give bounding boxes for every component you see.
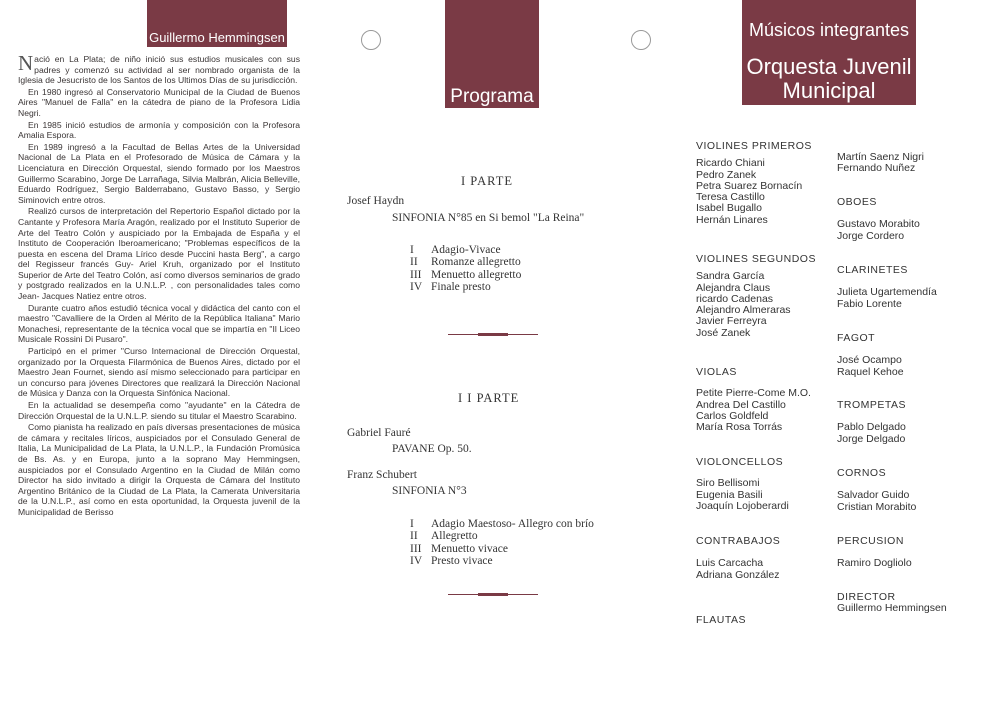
musician-name: José Zanek bbox=[696, 326, 751, 339]
orchestra-name-line2: Municipal bbox=[782, 78, 876, 103]
movement-title: Presto vivace bbox=[431, 554, 493, 567]
musician-name: Guillermo Hemmingsen bbox=[837, 602, 947, 615]
bio-heading: Guillermo Hemmingsen bbox=[149, 30, 285, 45]
section-trompetas bbox=[837, 400, 906, 445]
movement-number: II bbox=[410, 256, 418, 269]
musician-name: Petra Suarez Bornacín bbox=[696, 179, 803, 192]
name-list bbox=[837, 152, 924, 175]
musician-name: Isabel Bugallo bbox=[696, 202, 762, 215]
section-violines-continued bbox=[837, 152, 924, 175]
movement-number: I bbox=[410, 244, 414, 256]
bio-paragraph-1-rest: ació en La Plata; de niño inició sus estudios musicales con sus padres y comenzó su actividad al ser nombrado organista de la Iglesia de Jesucristo de los Santos de los Ultimos Días de su jurisdicción. bbox=[18, 54, 300, 86]
section-title: VIOLINES SEGUNDOS bbox=[696, 253, 816, 265]
biography-text bbox=[18, 51, 300, 519]
movement-title: Allegretto bbox=[431, 530, 478, 543]
musician-name: Luis Carcacha bbox=[696, 557, 764, 570]
musician-name: Fernando Nuñez bbox=[837, 162, 916, 175]
musician-name: Joaquín Lojoberardi bbox=[696, 499, 789, 512]
movement-title: Finale presto bbox=[431, 280, 491, 293]
schubert-work: SINFONIA N°3 bbox=[392, 485, 467, 497]
name-list bbox=[837, 219, 920, 242]
name-list bbox=[696, 558, 780, 581]
section-director bbox=[837, 592, 947, 615]
section-title: FLAUTAS bbox=[696, 614, 746, 626]
name-list bbox=[837, 558, 912, 569]
section-violas bbox=[696, 367, 811, 433]
movement-title: Adagio Maestoso- Allegro con brío bbox=[431, 518, 594, 530]
section-clarinetes bbox=[837, 265, 937, 310]
section-title: TROMPETAS bbox=[837, 399, 907, 411]
movement-title: Menuetto allegretto bbox=[431, 268, 522, 281]
musician-name: Javier Ferreyra bbox=[696, 315, 767, 328]
programa-heading-tab bbox=[445, 0, 539, 108]
bio-paragraph: Realizó cursos de interpretación del Repertorio Español dictado por la Cantante y Profesora María Aragón, realizado por el Instituto Superior de Arte del Teatro Colón y auspiciado por la Embajada de España y el Instituto de Cooperación Iberoamericano; "Problemas específicos de la puesta en escena del Drama Lírico desde Puccini hasta Berg", a cargo del Regisseur francés Guy- Ariel Kruh, organizado por el Instituto Superior de Arte del Teatro Colón, así como diversos seminarios de grado y postgrado realizados en la U.N.L.P. , con personalidades tales como Jean- Jacques Natiez entre otros. bbox=[18, 206, 300, 302]
musicians-heading: Músicos integrantes bbox=[748, 20, 910, 40]
bio-paragraph: En 1989 ingresó a la Facultad de Bellas Artes de la Universidad Nacional de La Plata en el Profesorado de Música de Cámara y la Licenciatura en Dirección Orquestal, siendo formado por los Maestros Guillermo Scarabino, Jorge De Larrañaga, Silvia Malbrán, Alicia Belleville, Eduardo Rodríguez, Sergio Balderrabano, Gustavo Basso, y Sergio Siminovich entre otros. bbox=[18, 141, 300, 205]
drop-cap: N bbox=[18, 51, 34, 75]
musician-name: Carlos Goldfeld bbox=[696, 409, 769, 422]
musician-name: Alejandro Almeraras bbox=[696, 304, 791, 317]
section-percusion bbox=[837, 536, 912, 570]
musician-name: Andrea Del Castillo bbox=[696, 398, 786, 411]
section-violoncellos bbox=[696, 457, 789, 512]
musician-name: Teresa Castillo bbox=[696, 191, 765, 204]
musician-name: Ramiro Dogliolo bbox=[837, 557, 912, 570]
faure-work: PAVANE Op. 50. bbox=[392, 443, 472, 455]
section-flautas bbox=[696, 615, 746, 632]
part-1-title: I PARTE bbox=[461, 174, 513, 188]
orchestra-name-line1: Orquesta Juvenil bbox=[746, 54, 912, 79]
haydn-composer: Josef Haydn bbox=[347, 195, 405, 207]
movement-number: IV bbox=[410, 554, 423, 567]
movement-number: IV bbox=[410, 280, 423, 293]
bio-paragraph: Durante cuatro años estudió técnica vocal y didáctica del canto con el maestro "Cavalliere de la Orden al Mérito de la República Italiana" Mario Monachesi, representante de la técnica vocal que se impartía en "Il Liceo Musicale Rossini Di Pusaro". bbox=[18, 302, 300, 345]
punch-hole-right bbox=[631, 30, 651, 50]
musician-name: ricardo Cadenas bbox=[696, 292, 774, 305]
musician-name: Fabio Lorente bbox=[837, 297, 902, 310]
movement-number: II bbox=[410, 530, 418, 543]
musician-name: Adriana González bbox=[696, 568, 780, 581]
section-fagot bbox=[837, 333, 904, 378]
bio-paragraph: En 1985 inició estudios de armonía y composición con la Profesora Amalia Espora. bbox=[18, 119, 300, 141]
haydn-work: SINFONIA N°85 en Si bemol "La Reina" bbox=[392, 212, 585, 224]
section-title: OBOES bbox=[837, 196, 877, 208]
section-violines-primeros bbox=[696, 141, 812, 226]
section-title: CLARINETES bbox=[837, 264, 908, 276]
section-violines-segundos bbox=[696, 254, 816, 339]
musician-name: José Ocampo bbox=[837, 354, 902, 367]
name-list bbox=[696, 271, 816, 339]
bio-paragraph: Participó en el primer "Curso Internacional de Dirección Orquestal, organizado por la Orquesta Filarmónica de Buenos Aires, dictado por el Maestro Jean Fournet, siendo así mismo seleccionado para participar en un concurso para jóvenes Directores que realizará la Dirección Nacional de Música y Danza con la Orquesta Sinfónica Nacional. bbox=[18, 346, 300, 399]
section-title: VIOLONCELLOS bbox=[696, 456, 784, 468]
musician-name: Pablo Delgado bbox=[837, 421, 906, 434]
name-list bbox=[837, 287, 937, 310]
section-title: VIOLINES PRIMEROS bbox=[696, 140, 812, 152]
musician-name: Salvador Guido bbox=[837, 489, 910, 502]
section-title: CORNOS bbox=[837, 467, 887, 479]
section-title: DIRECTOR bbox=[837, 591, 896, 603]
movement-title: Adagio-Vivace bbox=[431, 244, 501, 256]
movement-number: III bbox=[410, 542, 422, 555]
musician-name: Raquel Kehoe bbox=[837, 365, 904, 378]
musician-name: Jorge Cordero bbox=[837, 229, 905, 242]
faure-composer: Gabriel Fauré bbox=[347, 427, 411, 439]
movement-number: III bbox=[410, 268, 422, 281]
movement-title: Menuetto vivace bbox=[431, 542, 508, 555]
musician-name: Martín Saenz Nigri bbox=[837, 151, 924, 163]
section-oboes bbox=[837, 197, 920, 242]
programa-heading: Programa bbox=[450, 86, 534, 107]
orchestra-name bbox=[742, 55, 916, 103]
name-list bbox=[837, 490, 916, 513]
part-2-title: I I PARTE bbox=[458, 391, 520, 405]
musician-name: Gustavo Morabito bbox=[837, 218, 920, 231]
section-title: PERCUSION bbox=[837, 535, 904, 547]
bio-paragraph: Como pianista ha realizado en país diversas presentaciones de música de cámara y recitales líricos, auspiciados por el Consulado General de Italia, La Municipalidad de La Plata, la U.N.L.P., la Fundación Promúsica de Bs. As. y en Europa, junto a la soprano May Hemmingsen, auspiciados por el Consulado Argentino en la Ciudad de Milán como Director ha sido invitado a dirigir la Orquesta de Cámara del Instituto Argentino Británico de la Ciudad de La Plata, la Camerata Universitaria de la U.N.L.P., así como en esta oportunidad, la Orquesta juvenil de la Municipalidad de Berisso bbox=[18, 422, 300, 517]
movement-title: Romanze allegretto bbox=[431, 256, 521, 269]
orchestra-heading-tab bbox=[742, 0, 916, 105]
section-title: VIOLAS bbox=[696, 366, 737, 378]
musician-name: Alejandra Claus bbox=[696, 281, 771, 294]
bio-paragraph bbox=[18, 51, 300, 86]
schubert-composer: Franz Schubert bbox=[347, 469, 417, 481]
musician-name: Pedro Zanek bbox=[696, 168, 757, 181]
section-contrabajos bbox=[696, 536, 780, 581]
section-cornos bbox=[837, 468, 916, 513]
bio-paragraph: En la actualidad se desempeña como "ayudante" en la Cátedra de Dirección Orquestal de la U.N.L.P. siendo su titular el Maestro Scarabino. bbox=[18, 400, 300, 421]
name-list bbox=[696, 158, 812, 226]
divider-rule-1 bbox=[448, 334, 538, 335]
name-list bbox=[696, 478, 789, 512]
musician-name: María Rosa Torrás bbox=[696, 421, 783, 434]
musician-name: Ricardo Chiani bbox=[696, 157, 765, 170]
section-title: CONTRABAJOS bbox=[696, 535, 781, 547]
divider-rule-2 bbox=[448, 594, 538, 595]
musician-name: Jorge Delgado bbox=[837, 432, 906, 445]
bio-heading-tab bbox=[147, 0, 287, 47]
bio-paragraph: En 1980 ingresó al Conservatorio Municipal de la Ciudad de Buenos Aires "Manuel de Falla" en la cátedra de piano de la Profesora Lidia Negri. bbox=[18, 86, 300, 118]
musician-name: Petite Pierre-Come M.O. bbox=[696, 387, 811, 400]
musician-name: Julieta Ugartemendía bbox=[837, 286, 937, 299]
movement-number: I bbox=[410, 518, 414, 530]
name-list bbox=[837, 603, 947, 614]
musician-name: Cristian Morabito bbox=[837, 500, 917, 513]
punch-hole-left bbox=[361, 30, 381, 50]
musician-name: Eugenia Basili bbox=[696, 488, 763, 501]
section-title: FAGOT bbox=[837, 332, 876, 344]
name-list bbox=[837, 355, 904, 378]
musician-name: Sandra García bbox=[696, 270, 765, 283]
musician-name: Siro Bellisomi bbox=[696, 477, 760, 490]
name-list bbox=[696, 388, 811, 433]
musician-name: Hernán Linares bbox=[696, 213, 768, 226]
name-list bbox=[837, 422, 906, 445]
